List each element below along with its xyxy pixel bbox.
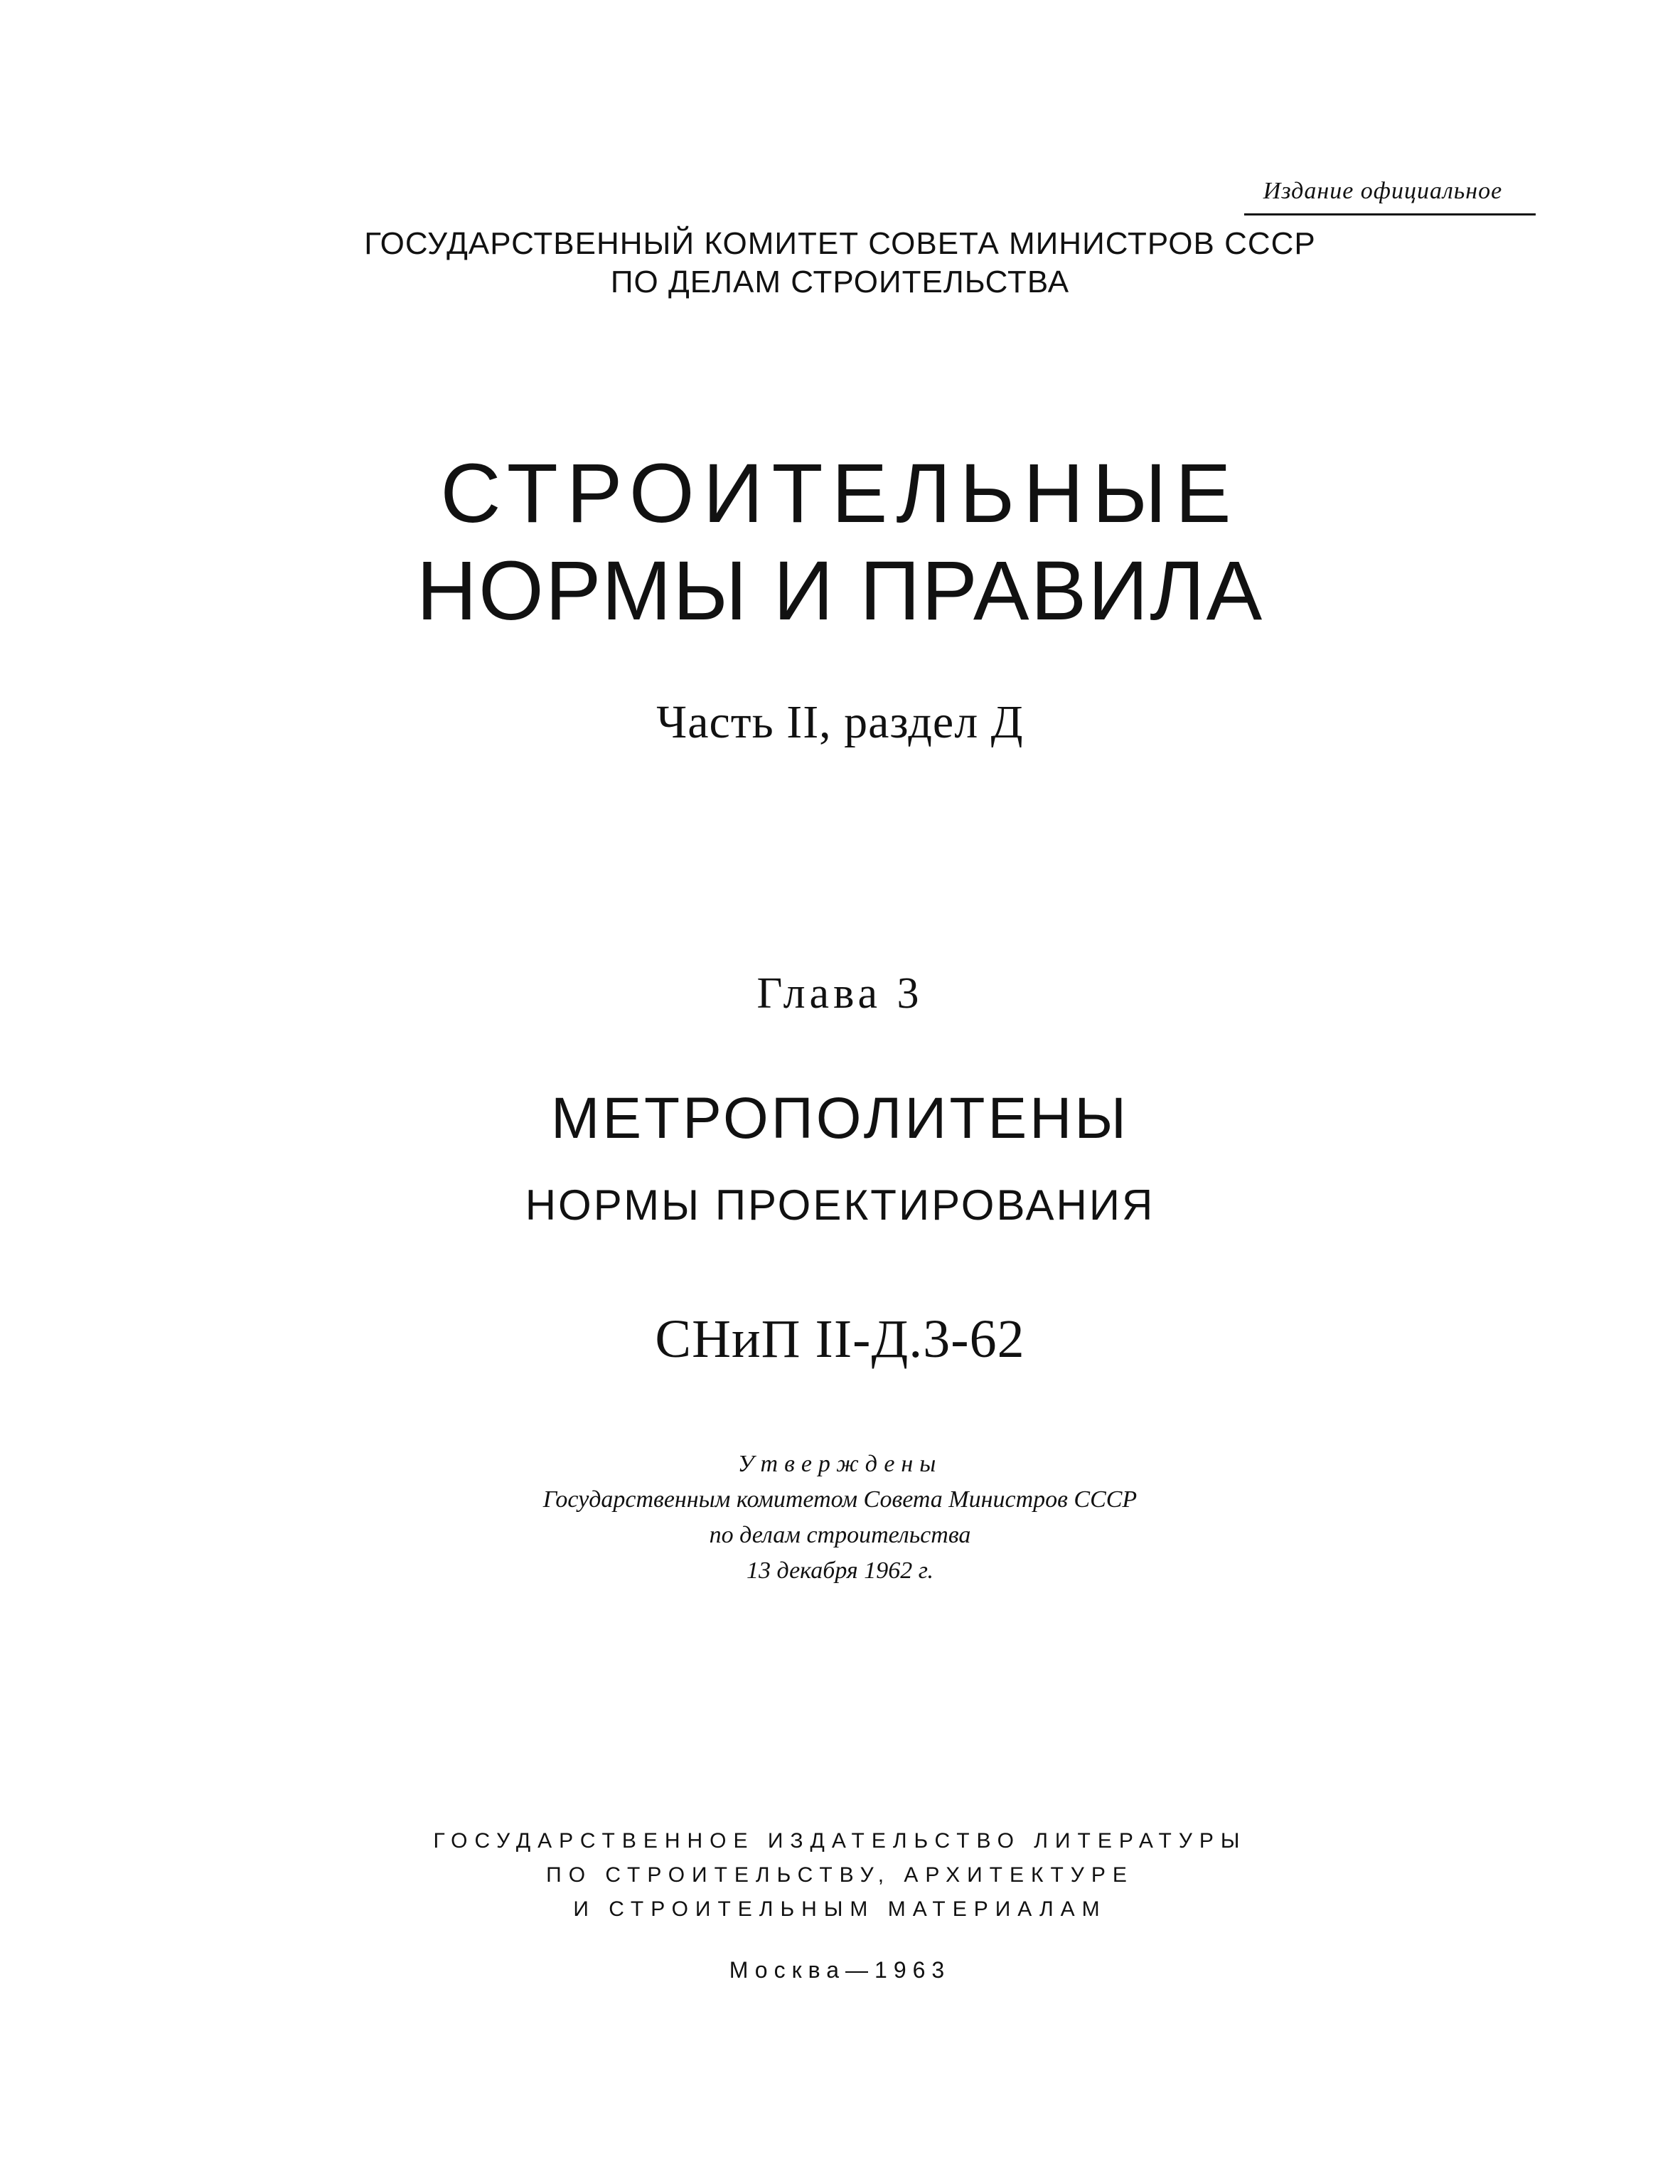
chapter-subject: МЕТРОПОЛИТЕНЫ (551, 1086, 1129, 1151)
approval-line-2: Государственным комитетом Совета Министров СССР (542, 1486, 1138, 1513)
committee-line-2: ПО ДЕЛАМ СТРОИТЕЛЬСТВА (610, 265, 1070, 299)
part-section-label: Часть II, раздел Д (656, 696, 1024, 748)
official-edition-rule (1244, 213, 1536, 215)
main-title-line-2: НОРМЫ И ПРАВИЛА (416, 544, 1264, 638)
document-code: СНиП II-Д.3-62 (655, 1309, 1025, 1369)
main-title-line-1: СТРОИТЕЛЬНЫЕ (440, 447, 1240, 540)
publisher-line-1: ГОСУДАРСТВЕННОЕ ИЗДАТЕЛЬСТВО ЛИТЕРАТУРЫ (433, 1829, 1247, 1853)
chapter-subtitle: НОРМЫ ПРОЕКТИРОВАНИЯ (525, 1181, 1155, 1229)
publication-city-year: Москва—1963 (729, 1957, 951, 1983)
approval-line-3: по делам строительства (709, 1522, 971, 1548)
official-edition-label: Издание официальное (1263, 178, 1503, 204)
publisher-line-2: ПО СТРОИТЕЛЬСТВУ, АРХИТЕКТУРЕ (546, 1863, 1134, 1887)
approval-line-4: 13 декабря 1962 г. (746, 1557, 934, 1584)
committee-line-1: ГОСУДАРСТВЕННЫЙ КОМИТЕТ СОВЕТА МИНИСТРОВ СССР (364, 226, 1316, 261)
approval-line-1: Утверждены (737, 1451, 943, 1477)
chapter-label: Глава 3 (756, 969, 924, 1018)
publisher-line-3: И СТРОИТЕЛЬНЫМ МАТЕРИАЛАМ (573, 1897, 1107, 1921)
